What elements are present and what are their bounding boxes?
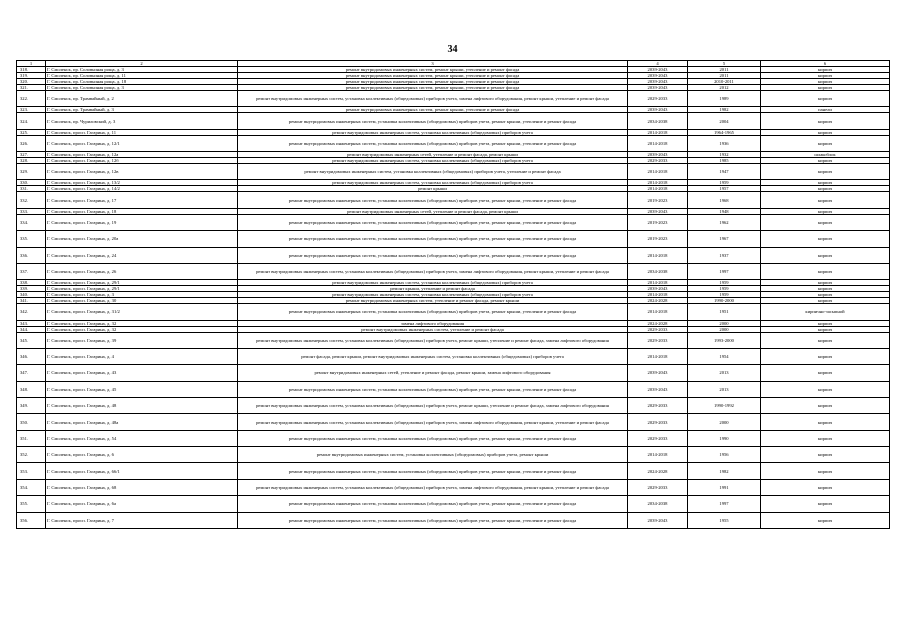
repair-period-cell: 2034-2038 <box>628 496 688 512</box>
repair-period-cell: 2014-2018 <box>628 292 688 298</box>
address-cell: Г. Смоленск, просп. Гагарина, д. 24 <box>46 247 238 263</box>
address-cell: Г. Смоленск, просп. Гагарина, д. 31/2 <box>46 304 238 320</box>
work-types-cell: ремонт внутридомовых инженерных систем, установка коллективных (общедомовых) приборов учета, ремонт крыши, утепление и ремонт фасада, замена лифтового оборудования <box>238 398 628 414</box>
build-year-cell: 1959 <box>688 292 761 298</box>
repair-period-cell: 2039-2043 <box>628 286 688 292</box>
page-number: 34 <box>447 44 458 55</box>
address-cell: Г. Смоленск, просп. Гагарина, д. 3 <box>46 292 238 298</box>
work-types-cell: ремонт внутридомовых инженерных систем, установка коллективных (общедомовых) приборов учета, ремонт крыши, утепление и ремонт фасада <box>238 214 628 230</box>
work-types-cell: ремонт внутридомовых инженерных систем, установка коллективных (общедомовых) приборов учета, ремонт крыши, утепление и ремонт фасада <box>238 512 628 528</box>
build-year-cell: 1956 <box>688 447 761 463</box>
table-row <box>17 113 890 129</box>
row-number-cell: 333. <box>17 208 46 214</box>
build-year-cell: 1937 <box>688 247 761 263</box>
row-number-cell: 348. <box>17 381 46 397</box>
build-year-cell: 1932 <box>688 152 761 158</box>
repair-period-cell: 2039-2043 <box>628 67 688 73</box>
wall-material-cell: кирпич <box>761 164 890 180</box>
repair-period-cell: 2019-2023 <box>628 192 688 208</box>
work-types-cell: ремонт внутридомовых инженерных систем, установка коллективных (общедомовых) приборов учета, ремонт крыши, утепление и ремонт фасада <box>238 463 628 479</box>
wall-material-cell: кирпич <box>761 180 890 186</box>
column-header: 2 <box>46 61 238 67</box>
build-year-cell: 1947 <box>688 164 761 180</box>
table-row <box>17 304 890 320</box>
repair-period-cell: 2014-2018 <box>628 280 688 286</box>
build-year-cell: 1991 <box>688 479 761 495</box>
table-row <box>17 332 890 348</box>
repair-period-cell: 2029-2033 <box>628 414 688 430</box>
work-types-cell: ремонт внутридомовых инженерных систем, ремонт крыши, утепление и ремонт фасада <box>238 73 628 79</box>
work-types-cell: ремонт фасада, ремонт крыши, ремонт внутридомовых инженерных систем, установка коллективных (общедомовых) приборов учета <box>238 348 628 364</box>
row-number-cell: 350. <box>17 414 46 430</box>
build-year-cell: 2010-2011 <box>688 79 761 85</box>
row-number-cell: 319. <box>17 73 46 79</box>
work-types-cell: ремонт внутридомовых инженерных систем, ремонт крыши, утепление и ремонт фасада <box>238 85 628 91</box>
work-types-cell: ремонт внутридомовых инженерных систем, установка коллективных (общедомовых) приборов учета, ремонт крыши, утепление и ремонт фасада <box>238 304 628 320</box>
wall-material-cell: шлакоблок <box>761 152 890 158</box>
work-types-cell: ремонт внутридомовых инженерных систем, установка коллективных (общедомовых) приборов учета, ремонт крыши, утепление и ремонт фасада <box>238 231 628 247</box>
address-cell: Г. Смоленск, просп. Гагарина, д. 48 <box>46 398 238 414</box>
repair-period-cell: 2014-2018 <box>628 348 688 364</box>
repair-period-cell: 2014-2018 <box>628 135 688 151</box>
row-number-cell: 325. <box>17 129 46 135</box>
repair-period-cell: 2029-2033 <box>628 91 688 107</box>
build-year-cell: 2000 <box>688 414 761 430</box>
table-row <box>17 381 890 397</box>
row-number-cell: 352. <box>17 447 46 463</box>
build-year-cell: 1936 <box>688 135 761 151</box>
work-types-cell: ремонт внутридомовых инженерных систем, установка коллективных (общедомовых) приборов учета, ремонт крыши, утепление и ремонт фасада <box>238 247 628 263</box>
work-types-cell: ремонт внутридомовых инженерных систем, установка коллективных (общедомовых) приборов учета, замена лифтового оборудования, ремонт крыши, утепление и ремонт фасада <box>238 479 628 495</box>
repair-period-cell: 2039-2043 <box>628 381 688 397</box>
wall-material-cell: кирпич <box>761 479 890 495</box>
address-cell: Г. Смоленск, просп. Гагарина, д. 54 <box>46 430 238 446</box>
work-types-cell: ремонт крыши <box>238 186 628 192</box>
wall-material-cell: кирпич <box>761 447 890 463</box>
address-cell: Г. Смоленск, просп. Гагарина, д. 7 <box>46 512 238 528</box>
column-header: 4 <box>628 61 688 67</box>
repair-period-cell: 2039-2043 <box>628 79 688 85</box>
row-number-cell: 331. <box>17 186 46 192</box>
wall-material-cell: кирпич <box>761 292 890 298</box>
wall-material-cell: кирпич <box>761 280 890 286</box>
table-row <box>17 214 890 230</box>
build-year-cell: 1993-2000 <box>688 332 761 348</box>
repair-period-cell: 2014-2018 <box>628 164 688 180</box>
repair-period-cell: 2039-2043 <box>628 512 688 528</box>
row-number-cell: 345. <box>17 332 46 348</box>
row-number-cell: 338. <box>17 280 46 286</box>
work-types-cell: замена лифтового оборудования <box>238 320 628 326</box>
table-row <box>17 91 890 107</box>
row-number-cell: 335. <box>17 231 46 247</box>
address-cell: Г. Смоленск, пр. Соловьиная роща, д. 3 <box>46 85 238 91</box>
build-year-cell: 2000 <box>688 326 761 332</box>
build-year-cell: 1967 <box>688 231 761 247</box>
build-year-cell: 1997 <box>688 496 761 512</box>
row-number-cell: 328. <box>17 158 46 164</box>
row-number-cell: 332. <box>17 192 46 208</box>
wall-material-cell: панели <box>761 107 890 113</box>
housing-repair-table <box>16 60 890 529</box>
wall-material-cell: кирпич <box>761 79 890 85</box>
wall-material-cell: кирпич <box>761 158 890 164</box>
work-types-cell: ремонт внутридомовых инженерных систем, установка коллективных (общедомовых) приборов учета <box>238 158 628 164</box>
row-number-cell: 327. <box>17 152 46 158</box>
build-year-cell: 1968 <box>688 192 761 208</box>
work-types-cell: ремонт внутридомовых инженерных систем, ремонт крыши, утепление и ремонт фасада <box>238 107 628 113</box>
table-row <box>17 247 890 263</box>
wall-material-cell: кирпич <box>761 332 890 348</box>
work-types-cell: ремонт крыши, утепление и ремонт фасада <box>238 286 628 292</box>
row-number-cell: 337. <box>17 263 46 279</box>
build-year-cell: 1990 <box>688 430 761 446</box>
wall-material-cell: кирпич <box>761 348 890 364</box>
wall-material-cell: кирпич <box>761 463 890 479</box>
work-types-cell: ремонт внутридомовых инженерных систем, утепление и ремонт фасада <box>238 326 628 332</box>
row-number-cell: 353. <box>17 463 46 479</box>
wall-material-cell: кирпич <box>761 365 890 381</box>
table-row <box>17 430 890 446</box>
address-cell: Г. Смоленск, просп. Гагарина, д. 43 <box>46 365 238 381</box>
address-cell: Г. Смоленск, просп. Гагарина, д. 11 <box>46 129 238 135</box>
wall-material-cell: кирпич <box>761 129 890 135</box>
wall-material-cell: кирпич <box>761 320 890 326</box>
wall-material-cell: кирпично-засыпной <box>761 304 890 320</box>
column-header: 5 <box>688 61 761 67</box>
row-number-cell: 355. <box>17 496 46 512</box>
wall-material-cell: кирпич <box>761 398 890 414</box>
build-year-cell: 1997 <box>688 263 761 279</box>
table-row <box>17 231 890 247</box>
repair-period-cell: 2024-2028 <box>628 463 688 479</box>
address-cell: Г. Смоленск, пр. Чуриловский, д. 3 <box>46 113 238 129</box>
address-cell: Г. Смоленск, просп. Гагарина, д. 32 <box>46 320 238 326</box>
column-header: 6 <box>761 61 890 67</box>
address-cell: Г. Смоленск, просп. Гагарина, д. 26 <box>46 263 238 279</box>
build-year-cell: 1951 <box>688 304 761 320</box>
table-row <box>17 463 890 479</box>
address-cell: Г. Смоленск, пр. Соловьиная роща, д. 18 <box>46 79 238 85</box>
address-cell: Г. Смоленск, просп. Гагарина, д. 19 <box>46 214 238 230</box>
wall-material-cell: кирпич <box>761 326 890 332</box>
wall-material-cell: кирпич <box>761 186 890 192</box>
work-types-cell: ремонт внутридомовых инженерных систем, установка коллективных (общедомовых) приборов учета <box>238 280 628 286</box>
address-cell: Г. Смоленск, просп. Гагарина, д. 13/2 <box>46 180 238 186</box>
table-row <box>17 398 890 414</box>
row-number-cell: 334. <box>17 214 46 230</box>
table-row <box>17 348 890 364</box>
build-year-cell: 1982 <box>688 107 761 113</box>
row-number-cell: 336. <box>17 247 46 263</box>
table-row <box>17 479 890 495</box>
repair-period-cell: 2024-2028 <box>628 320 688 326</box>
wall-material-cell: кирпич <box>761 91 890 107</box>
build-year-cell: 2004 <box>688 113 761 129</box>
wall-material-cell: кирпич <box>761 135 890 151</box>
row-number-cell: 322. <box>17 91 46 107</box>
work-types-cell: ремонт внутридомовых инженерных сетей, утепление и ремонт фасада, ремонт крыши <box>238 208 628 214</box>
row-number-cell: 351. <box>17 430 46 446</box>
address-cell: Г. Смоленск, просп. Гагарина, д. 29/1 <box>46 286 238 292</box>
build-year-cell: 1985 <box>688 158 761 164</box>
repair-period-cell: 2034-2038 <box>628 263 688 279</box>
repair-period-cell: 2029-2033 <box>628 332 688 348</box>
row-number-cell: 346. <box>17 348 46 364</box>
table-row <box>17 414 890 430</box>
wall-material-cell: кирпич <box>761 247 890 263</box>
address-cell: Г. Смоленск, просп. Гагарина, д. 12б <box>46 158 238 164</box>
wall-material-cell: кирпич <box>761 496 890 512</box>
wall-material-cell: кирпич <box>761 208 890 214</box>
build-year-cell: 2012 <box>688 85 761 91</box>
wall-material-cell: кирпич <box>761 430 890 446</box>
address-cell: Г. Смоленск, просп. Гагарина, д. 12в <box>46 164 238 180</box>
row-number-cell: 339. <box>17 286 46 292</box>
wall-material-cell: кирпич <box>761 231 890 247</box>
row-number-cell: 320. <box>17 79 46 85</box>
table-row <box>17 365 890 381</box>
wall-material-cell: кирпич <box>761 512 890 528</box>
wall-material-cell: кирпич <box>761 414 890 430</box>
build-year-cell: 1955 <box>688 512 761 528</box>
table-row <box>17 263 890 279</box>
table-row <box>17 135 890 151</box>
row-number-cell: 326. <box>17 135 46 151</box>
build-year-cell: 2011 <box>688 67 761 73</box>
row-number-cell: 324. <box>17 113 46 129</box>
work-types-cell: ремонт внутридомовых инженерных систем, установка коллективных (общедомовых) приборов учета, ремонт крыши, утепление и ремонт фасада, замена лифтового оборудования <box>238 332 628 348</box>
row-number-cell: 354. <box>17 479 46 495</box>
build-year-cell: 1948 <box>688 208 761 214</box>
build-year-cell: 2000 <box>688 320 761 326</box>
wall-material-cell: кирпич <box>761 73 890 79</box>
row-number-cell: 329. <box>17 164 46 180</box>
table-row <box>17 496 890 512</box>
work-types-cell: ремонт внутридомовых инженерных систем, установка коллективных (общедомовых) приборов учета, ремонт крыши, утепление и ремонт фасада <box>238 496 628 512</box>
address-cell: Г. Смоленск, просп. Гагарина, д. 48а <box>46 414 238 430</box>
repair-period-cell: 2014-2018 <box>628 247 688 263</box>
work-types-cell: ремонт внутридомовых инженерных систем, установка коллективных (общедомовых) приборов учета, утепление и ремонт фасада <box>238 164 628 180</box>
work-types-cell: ремонт внутридомовых инженерных систем, установка коллективных (общедомовых) приборов учета, ремонт крыши <box>238 447 628 463</box>
wall-material-cell: кирпич <box>761 113 890 129</box>
table-row <box>17 192 890 208</box>
work-types-cell: ремонт внутридомовых инженерных систем, ремонт крыши, утепление и ремонт фасада <box>238 79 628 85</box>
build-year-cell: 1959 <box>688 180 761 186</box>
row-number-cell: 341. <box>17 298 46 304</box>
address-cell: Г. Смоленск, просп. Гагарина, д. 18 <box>46 208 238 214</box>
work-types-cell: ремонт внутридомовых инженерных систем, установка коллективных (общедомовых) приборов учета, ремонт крыши, утепление и ремонт фасада <box>238 113 628 129</box>
address-cell: Г. Смоленск, пр. Трамвайный, д. 3 <box>46 107 238 113</box>
wall-material-cell: кирпич <box>761 286 890 292</box>
row-number-cell: 323. <box>17 107 46 113</box>
row-number-cell: 318. <box>17 67 46 73</box>
repair-period-cell: 2029-2033 <box>628 158 688 164</box>
build-year-cell: 1982 <box>688 463 761 479</box>
repair-period-cell: 2014-2018 <box>628 129 688 135</box>
address-cell: Г. Смоленск, пр. Соловьиная роща, д. 11 <box>46 73 238 79</box>
address-cell: Г. Смоленск, просп. Гагарина, д. 29/1 <box>46 280 238 286</box>
work-types-cell: ремонт внутридомовых инженерных систем, установка коллективных (общедомовых) приборов учета <box>238 292 628 298</box>
build-year-cell: 1962 <box>688 214 761 230</box>
work-types-cell: ремонт внутридомовых инженерных систем, установка коллективных (общедомовых) приборов учета, ремонт крыши, утепление и ремонт фасада <box>238 430 628 446</box>
build-year-cell: 1989 <box>688 91 761 107</box>
address-cell: Г. Смоленск, просп. Гагарина, д. 6а <box>46 496 238 512</box>
address-cell: Г. Смоленск, просп. Гагарина, д. 45 <box>46 381 238 397</box>
row-number-cell: 356. <box>17 512 46 528</box>
address-cell: Г. Смоленск, просп. Гагарина, д. 68 <box>46 479 238 495</box>
repair-period-cell: 2029-2033 <box>628 326 688 332</box>
repair-period-cell: 2039-2043 <box>628 208 688 214</box>
work-types-cell: ремонт внутридомовых инженерных систем, установка коллективных (общедомовых) приборов учета, замена лифтового оборудования, ремонт крыши, утепление и ремонт фасада <box>238 263 628 279</box>
address-cell: Г. Смоленск, просп. Гагарина, д. 32 <box>46 326 238 332</box>
work-types-cell: ремонт внутридомовых инженерных систем, ремонт крыши, утепление и ремонт фасада <box>238 67 628 73</box>
address-cell: Г. Смоленск, просп. Гагарина, д. 66/1 <box>46 463 238 479</box>
work-types-cell: ремонт внутридомовых инженерных систем, установка коллективных (общедомовых) приборов учета, замена лифтового оборудования, ремонт крыши, утепление и ремонт фасада <box>238 414 628 430</box>
address-cell: Г. Смоленск, просп. Гагарина, д. 12/1 <box>46 135 238 151</box>
repair-period-cell: 2014-2018 <box>628 304 688 320</box>
build-year-cell: 2011 <box>688 73 761 79</box>
build-year-cell: 1959 <box>688 286 761 292</box>
repair-period-cell: 2039-2043 <box>628 365 688 381</box>
address-cell: Г. Смоленск, просп. Гагарина, д. 6 <box>46 447 238 463</box>
work-types-cell: ремонт внутридомовых инженерных систем, установка коллективных (общедомовых) приборов учета, ремонт крыши, утепление и ремонт фасада <box>238 192 628 208</box>
build-year-cell: 1964-1965 <box>688 129 761 135</box>
work-types-cell: ремонт внутридомовых инженерных систем, установка коллективных (общедомовых) приборов учета, ремонт крыши, утепление и ремонт фасада <box>238 135 628 151</box>
row-number-cell: 340. <box>17 292 46 298</box>
address-cell: Г. Смоленск, просп. Гагарина, д. 39 <box>46 332 238 348</box>
row-number-cell: 347. <box>17 365 46 381</box>
work-types-cell: ремонт внутридомовых инженерных сетей, утепление и ремонт фасада, ремонт крыши <box>238 152 628 158</box>
repair-period-cell: 2014-2018 <box>628 180 688 186</box>
work-types-cell: ремонт внутридомовых инженерных систем, установка коллективных (общедомовых) приборов учета, замена лифтового оборудования, ремонт крыши, утепление и ремонт фасада <box>238 91 628 107</box>
table-row <box>17 512 890 528</box>
address-cell: Г. Смоленск, просп. Гагарина, д. 14/2 <box>46 186 238 192</box>
work-types-cell: ремонт внутридомовых инженерных систем, установка коллективных (общедомовых) приборов учета <box>238 129 628 135</box>
repair-period-cell: 2029-2033 <box>628 479 688 495</box>
repair-period-cell: 2014-2018 <box>628 186 688 192</box>
work-types-cell: ремонт внутридомовых инженерных систем, установка коллективных (общедомовых) приборов учета <box>238 180 628 186</box>
repair-period-cell: 2039-2043 <box>628 152 688 158</box>
work-types-cell: ремонт внутридомовых инженерных систем, установка коллективных (общедомовых) приборов учета, ремонт крыши, утепление и ремонт фасада <box>238 381 628 397</box>
repair-period-cell: 2039-2043 <box>628 85 688 91</box>
wall-material-cell: кирпич <box>761 192 890 208</box>
wall-material-cell: кирпич <box>761 214 890 230</box>
address-cell: Г. Смоленск, просп. Гагарина, д. 17 <box>46 192 238 208</box>
column-header: 3 <box>238 61 628 67</box>
row-number-cell: 343. <box>17 320 46 326</box>
address-cell: Г. Смоленск, просп. Гагарина, д. 20а <box>46 231 238 247</box>
address-cell: Г. Смоленск, пр. Трамвайный, д. 2 <box>46 91 238 107</box>
table-row <box>17 447 890 463</box>
row-number-cell: 330. <box>17 180 46 186</box>
column-header: 1 <box>17 61 46 67</box>
address-cell: Г. Смоленск, просп. Гагарина, д. 4 <box>46 348 238 364</box>
build-year-cell: 1957 <box>688 186 761 192</box>
build-year-cell: 1959 <box>688 280 761 286</box>
address-cell: Г. Смоленск, просп. Гагарина, д. 12а <box>46 152 238 158</box>
wall-material-cell: кирпич <box>761 381 890 397</box>
repair-period-cell: 2029-2033 <box>628 430 688 446</box>
build-year-cell: 1954 <box>688 348 761 364</box>
build-year-cell: 2013 <box>688 365 761 381</box>
build-year-cell: 2013 <box>688 381 761 397</box>
wall-material-cell: кирпич <box>761 263 890 279</box>
row-number-cell: 321. <box>17 85 46 91</box>
build-year-cell: 1990-2000 <box>688 298 761 304</box>
repair-period-cell: 2034-2038 <box>628 113 688 129</box>
wall-material-cell: кирпич <box>761 298 890 304</box>
row-number-cell: 342. <box>17 304 46 320</box>
wall-material-cell: кирпич <box>761 85 890 91</box>
repair-period-cell: 2039-2043 <box>628 73 688 79</box>
address-cell: Г. Смоленск, просп. Гагарина, д. 30 <box>46 298 238 304</box>
repair-period-cell: 2039-2043 <box>628 107 688 113</box>
build-year-cell: 1990-1992 <box>688 398 761 414</box>
repair-period-cell: 2024-2028 <box>628 298 688 304</box>
row-number-cell: 349. <box>17 398 46 414</box>
row-number-cell: 344. <box>17 326 46 332</box>
repair-period-cell: 2019-2023 <box>628 214 688 230</box>
repair-period-cell: 2014-2018 <box>628 447 688 463</box>
table-row <box>17 164 890 180</box>
work-types-cell: ремонт внутридомовых инженерных сетей, утепление и ремонт фасада, ремонт крыши, замена лифтового оборудования <box>238 365 628 381</box>
work-types-cell: ремонт внутридомовых инженерных систем, утепление и ремонт фасада, ремонт крыши <box>238 298 628 304</box>
address-cell: Г. Смоленск, пр. Соловьиная роща, д. 3 <box>46 67 238 73</box>
wall-material-cell: кирпич <box>761 67 890 73</box>
repair-period-cell: 2029-2033 <box>628 398 688 414</box>
repair-period-cell: 2019-2023 <box>628 231 688 247</box>
